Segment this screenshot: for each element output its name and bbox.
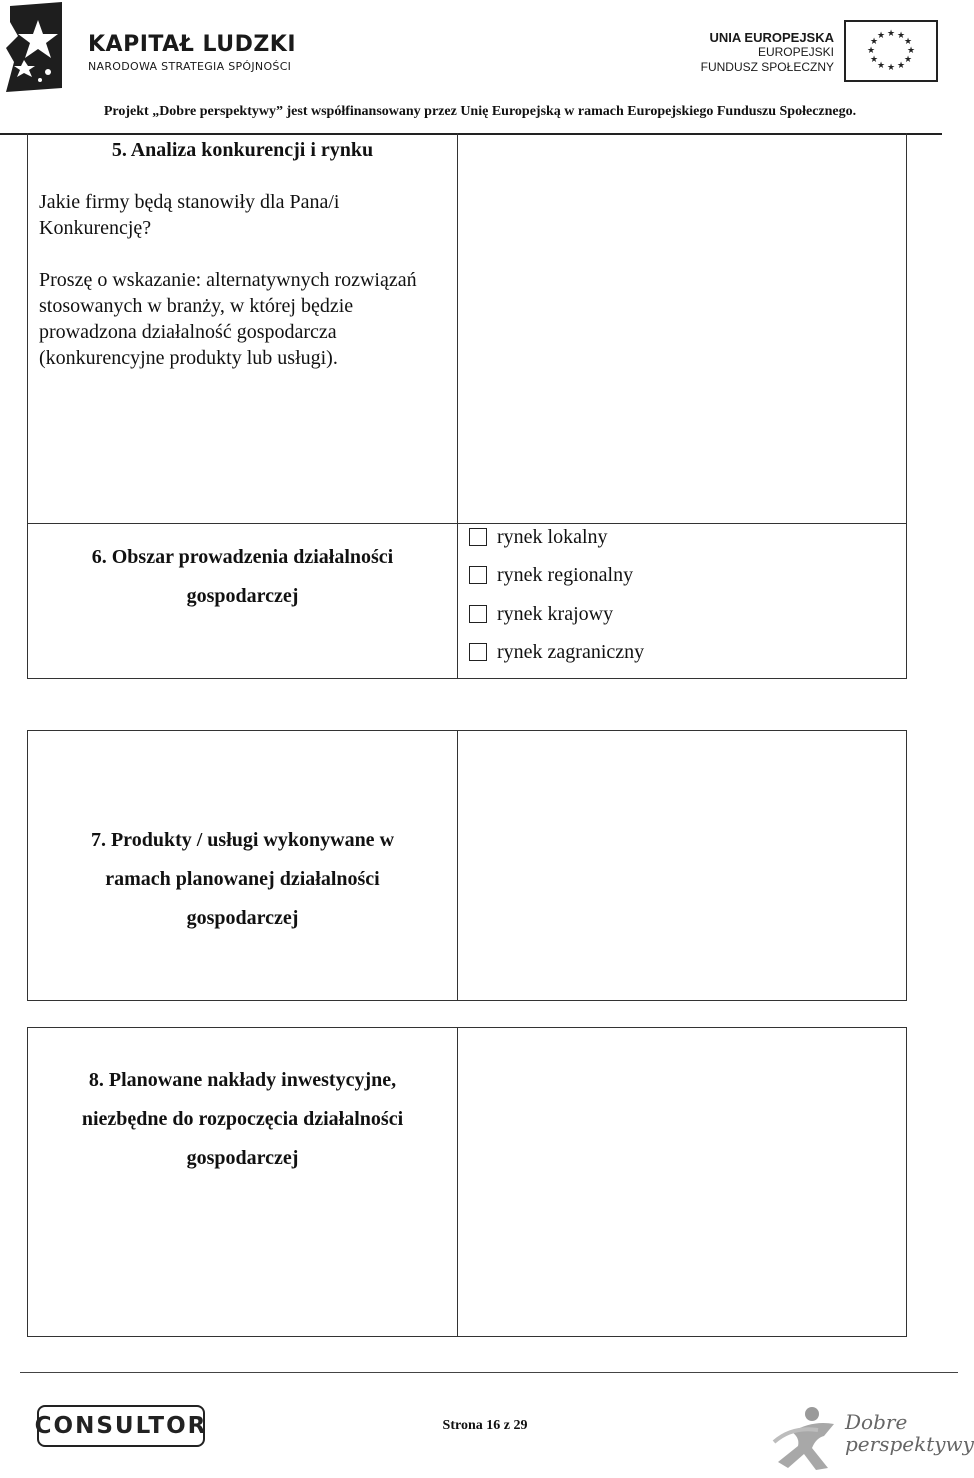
section-7-heading-line-1: 7. Produkty / usługi wykonywane w [90,829,395,851]
checkbox-rynek-regionalny[interactable] [469,566,487,584]
checkbox-rynek-lokalny[interactable] [469,528,487,546]
svg-text:★: ★ [886,29,896,39]
section-6-table [27,523,907,679]
consultor-logo: CONSULTOR [37,1405,205,1447]
column-divider [457,133,458,523]
dp-line-2: perspektywy [845,1432,974,1456]
svg-text:★: ★ [903,37,913,47]
eu-line-1: UNIA EUROPEJSKA [709,30,834,45]
eu-flag-icon [844,20,938,82]
svg-text:★: ★ [866,46,876,56]
section-8-heading-line-3: gospodarczej [186,1147,299,1169]
svg-text:★: ★ [896,61,906,71]
column-divider [457,524,458,678]
eu-line-2: EUROPEJSKI [757,45,834,59]
section-5-instruction: Proszę o wskazanie: alternatywnych rozwiązań stosowanych w branży, w której będzie prowadzona działalność gospodarcza (konkurencyjne produkty lub usługi). [39,269,417,369]
svg-text:★: ★ [896,31,906,41]
svg-text:★: ★ [869,37,879,47]
dp-line-1: Dobre [845,1410,908,1434]
dobre-perspektywy-logo-text [845,1411,974,1455]
checkbox-rynek-krajowy[interactable] [469,605,487,623]
kapital-ludzki-star-logo-icon [4,2,68,92]
section-5-heading: 5. Analiza konkurencji i rynku [111,139,374,161]
checkbox-rynek-zagraniczny[interactable] [469,643,487,661]
svg-text:★: ★ [869,55,879,65]
svg-text:★: ★ [876,61,886,71]
section-5-question: Jakie firmy będą stanowiły dla Pana/i Konkurencję? [39,191,340,239]
kapital-ludzki-logo-subtitle: NARODOWA STRATEGIA SPÓJNOŚCI [88,60,292,73]
option-label: rynek lokalny [497,525,608,548]
section-8-heading-line-2: niezbędne do rozpoczęcia działalności [81,1108,404,1130]
section-8-table [27,1027,907,1337]
svg-text:★: ★ [906,46,916,56]
option-label: rynek regionalny [497,563,634,586]
column-divider [457,1028,458,1336]
project-funding-line: Projekt „Dobre perspektywy” jest współfinansowany przez Unię Europejską w ramach Europejskiego Funduszu Społecznego. [103,104,857,119]
option-label: rynek zagraniczny [497,640,645,663]
eu-line-3: FUNDUSZ SPOŁECZNY [700,60,834,74]
section-6-heading-line-1: 6. Obszar prowadzenia działalności [91,546,394,568]
option-label: rynek krajowy [497,602,614,625]
option-rynek-zagraniczny[interactable] [469,639,644,665]
section-7-heading-line-2: ramach planowanej działalności [105,868,380,890]
page-number: Strona 16 z 29 [442,1418,528,1433]
footer-divider [20,1372,958,1373]
option-rynek-krajowy[interactable] [469,601,613,627]
column-divider [457,731,458,1000]
svg-text:★: ★ [903,55,913,65]
kapital-ludzki-logo-text: KAPITAŁ LUDZKI [88,32,297,57]
section-7-heading-line-3: gospodarczej [186,907,299,929]
option-rynek-lokalny[interactable] [469,524,608,550]
option-rynek-regionalny[interactable] [469,562,633,588]
svg-text:★: ★ [876,31,886,41]
section-5-table [27,133,907,524]
svg-text:★: ★ [886,63,896,73]
section-6-heading-line-2: gospodarczej [186,585,299,607]
section-7-table [27,730,907,1001]
eu-logo-text [700,30,834,75]
section-8-heading-line-1: 8. Planowane nakłady inwestycyjne, [88,1069,397,1091]
